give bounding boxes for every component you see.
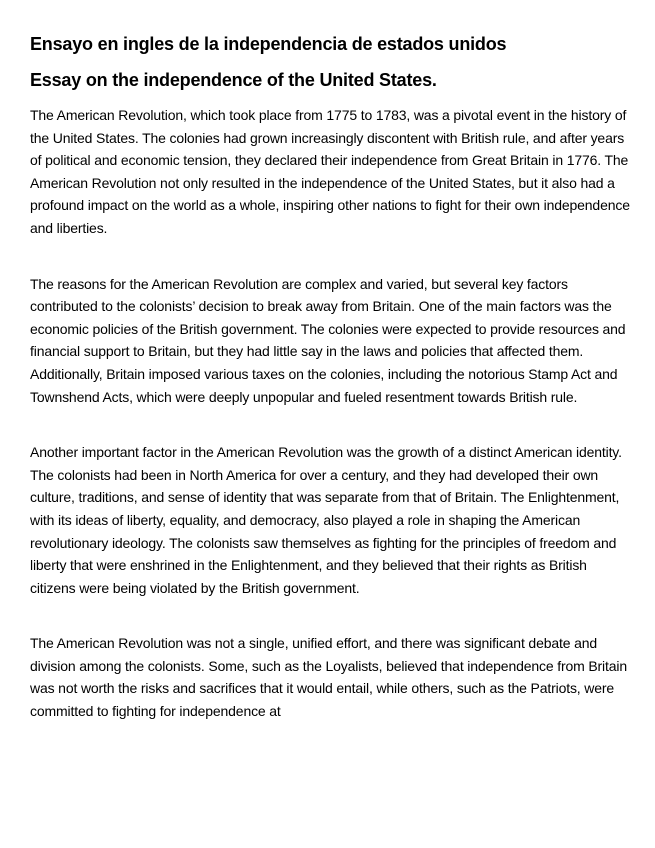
- paragraph-4: The American Revolution was not a single, unified effort, and there was significant debate and division among the colonists. Some, such as the Loyalists, believed that independence from Britain was not worth the risks and sacrifices that it would entail, while others, such as the Patriots, were committed to fighting for independence at: [30, 635, 627, 720]
- document-title: Ensayo en ingles de la independencia de estados unidos: [30, 34, 507, 54]
- paragraph-2: The reasons for the American Revolution are complex and varied, but several key factors contributed to the colonists’ decision to break away from Britain. One of the main factors was the economic policies of the British government. The colonies were expected to provide resources and financial support to Britain, but they had little say in the laws and policies that affected them. Additionally, Britain imposed various taxes on the colonies, including the notorious Stamp Act and Townshend Acts, which were deeply unpopular and fueled resentment towards British rule.: [30, 275, 626, 405]
- paragraph-1: The American Revolution, which took place from 1775 to 1783, was a pivotal event in the history of the United States. The colonies had grown increasingly discontent with British rule, and after years of political and economic tension, they declared their independence from Great Britain in 1776. The American Revolution not only resulted in the independence of the United States, but it also had a profound impact on the world as a whole, inspiring other nations to fight for their own independence and liberties.: [30, 107, 630, 236]
- document-subtitle: Essay on the independence of the United States.: [30, 70, 437, 90]
- document-page: [30, 30, 630, 756]
- paragraph-3: Another important factor in the American Revolution was the growth of a distinct American identity. The colonists had been in North America for over a century, and they had developed their own culture, traditions, and sense of identity that was separate from that of Britain. The Enlightenment, with its ideas of liberty, equality, and democracy, also played a role in shaping the American revolutionary ideology. The colonists saw themselves as fighting for the principles of freedom and liberty that were enshrined in the Enlightenment, and they believed that their rights as British citizens were being violated by the British government.: [30, 444, 622, 596]
